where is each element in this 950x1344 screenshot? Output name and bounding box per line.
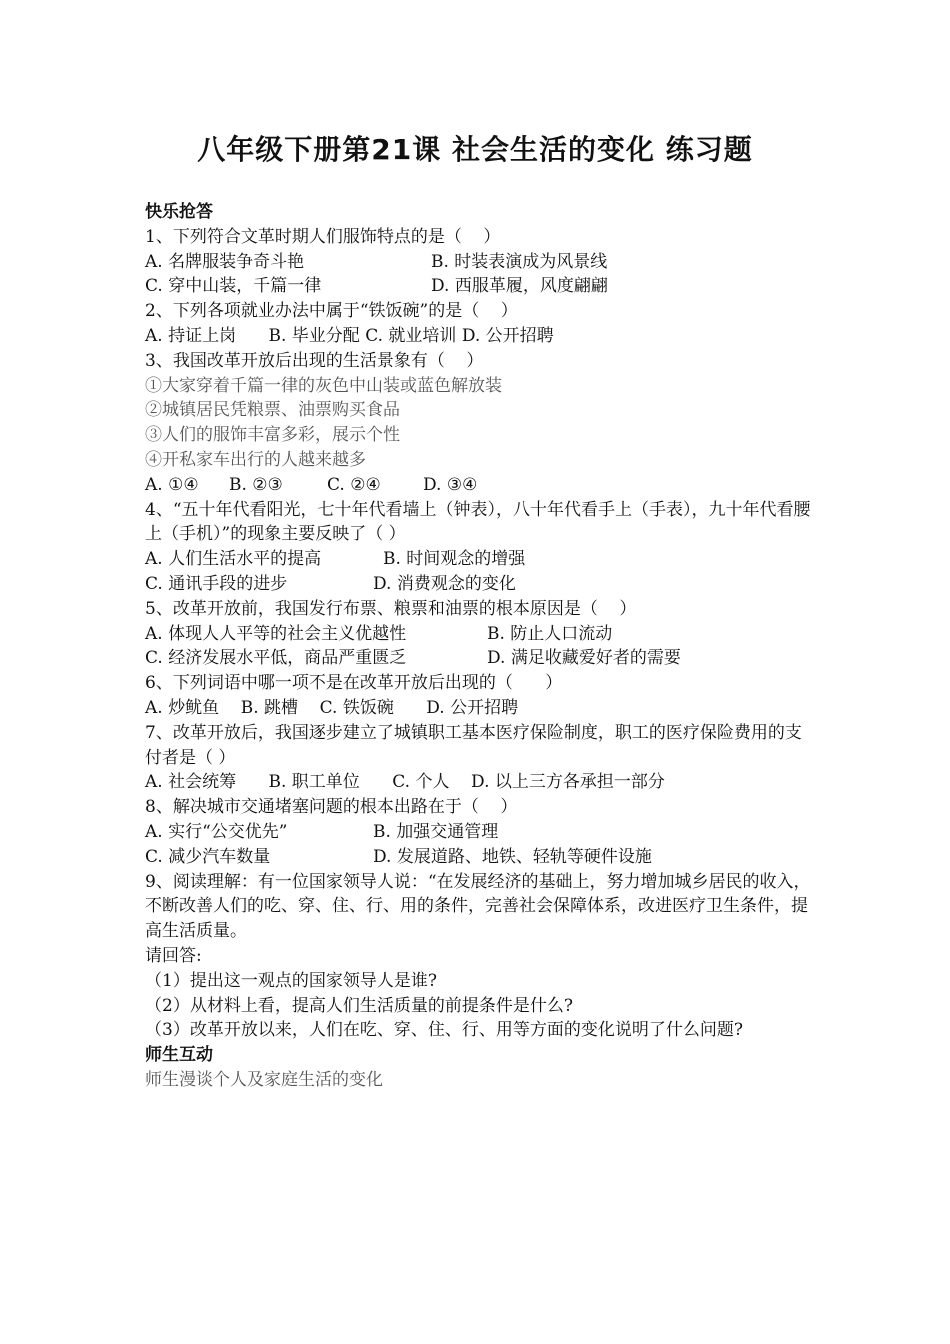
question-8-option-c: C. 减少汽车数量 [145,846,271,867]
question-5-option-b: B. 防止人口流动 [487,623,613,644]
question-3-option-c: C. ②④ [327,474,381,495]
question-1-option-a: A. 名牌服装争奇斗艳 [145,251,305,272]
question-9-stem: 9、阅读理解：有一位国家领导人说：“在发展经济的基础上，努力增加城乡居民的收入，不断改善人们的吃、穿、住、行、用的条件，完善社会保障体系，改进医疗卫生条件，提高生活质量。 [145,871,811,942]
question-6-options: A. 炒鱿鱼 B. 跳槽 C. 铁饭碗 D. 公开招聘 [145,697,519,718]
question-8-options-row-1 [145,820,815,845]
question-3-item-2: ②城镇居民凭粮票、油票购买食品 [145,400,400,421]
question-4-option-d: D. 消费观念的变化 [373,573,516,594]
question-5-option-a: A. 体现人人平等的社会主义优越性 [145,623,407,644]
question-1-stem: 1、下列符合文革时期人们服饰特点的是（ ） [145,226,501,247]
question-5-options-row-2 [145,646,815,671]
question-9-sub-1: （1）提出这一观点的国家领导人是谁? [145,970,437,991]
question-5-option-d: D. 满足收藏爱好者的需要 [487,648,681,669]
question-4-options-row-2 [145,572,815,597]
page-title: 八年级下册第21课 社会生活的变化 练习题 [197,133,753,166]
question-1-option-b: B. 时装表演成为风景线 [431,251,608,272]
question-8-option-a: A. 实行“公交优先” [145,821,288,842]
question-2-options: A. 持证上岗 B. 毕业分配 C. 就业培训 D. 公开招聘 [145,325,554,346]
question-4-options-row-1 [145,547,815,572]
question-4-stem: 4、“五十年代看阳光，七十年代看墙上（钟表），八十年代看手上（手表），九十年代看腰上（手机）”的现象主要反映了（ ） [145,499,811,545]
question-5-option-c: C. 经济发展水平低，商品严重匮乏 [145,648,407,669]
question-3-options [145,473,815,498]
question-3-option-b: B. ②③ [229,474,283,495]
section-heading-quick-answer: 快乐抢答 [145,202,213,222]
exercise-content [145,200,815,1093]
question-8-option-b: B. 加强交通管理 [373,821,499,842]
question-5-stem: 5、改革开放前，我国发行布票、粮票和油票的根本原因是（ ） [145,598,637,619]
question-2-stem: 2、下列各项就业办法中属于“铁饭碗”的是（ ） [145,301,518,322]
question-8-options-row-2 [145,845,815,870]
question-8-option-d: D. 发展道路、地铁、轻轨等硬件设施 [373,846,652,867]
question-1-option-d: D. 西服革履，风度翩翩 [431,276,608,297]
question-9-prompt: 请回答: [145,945,202,966]
question-1-options-row-2 [145,274,815,299]
question-9-sub-3: （3）改革开放以来，人们在吃、穿、住、行、用等方面的变化说明了什么问题? [145,1020,743,1041]
question-3-item-1: ①大家穿着千篇一律的灰色中山装或蓝色解放装 [145,375,502,396]
question-5-options-row-1 [145,622,815,647]
question-3-stem: 3、我国改革开放后出现的生活景象有（ ） [145,350,484,371]
question-3-item-4: ④开私家车出行的人越来越多 [145,449,366,470]
question-1-option-c: C. 穿中山装，千篇一律 [145,276,322,297]
question-6-stem: 6、下列词语中哪一项不是在改革开放后出现的（ ） [145,673,563,694]
section-heading-teacher-student: 师生互动 [145,1045,213,1066]
question-4-option-b: B. 时间观念的增强 [383,549,526,570]
question-8-stem: 8、解决城市交通堵塞问题的根本出路在于（ ） [145,797,518,818]
question-9-sub-2: （2）从材料上看，提高人们生活质量的前提条件是什么? [145,995,573,1016]
question-7-options: A. 社会统筹 B. 职工单位 C. 个人 D. 以上三方各承担一部分 [145,772,665,793]
question-3-item-3: ③人们的服饰丰富多彩，展示个性 [145,425,400,446]
section-teacher-student-text: 师生漫谈个人及家庭生活的变化 [145,1069,383,1090]
question-3-option-a: A. ①④ [145,474,199,495]
question-4-option-a: A. 人们生活水平的提高 [145,549,322,570]
question-3-option-d: D. ③④ [423,474,478,495]
question-4-option-c: C. 通讯手段的进步 [145,573,288,594]
question-1-options-row-1 [145,250,815,275]
question-7-stem: 7、改革开放后，我国逐步建立了城镇职工基本医疗保险制度，职工的医疗保险费用的支付者是（ ） [145,722,802,768]
